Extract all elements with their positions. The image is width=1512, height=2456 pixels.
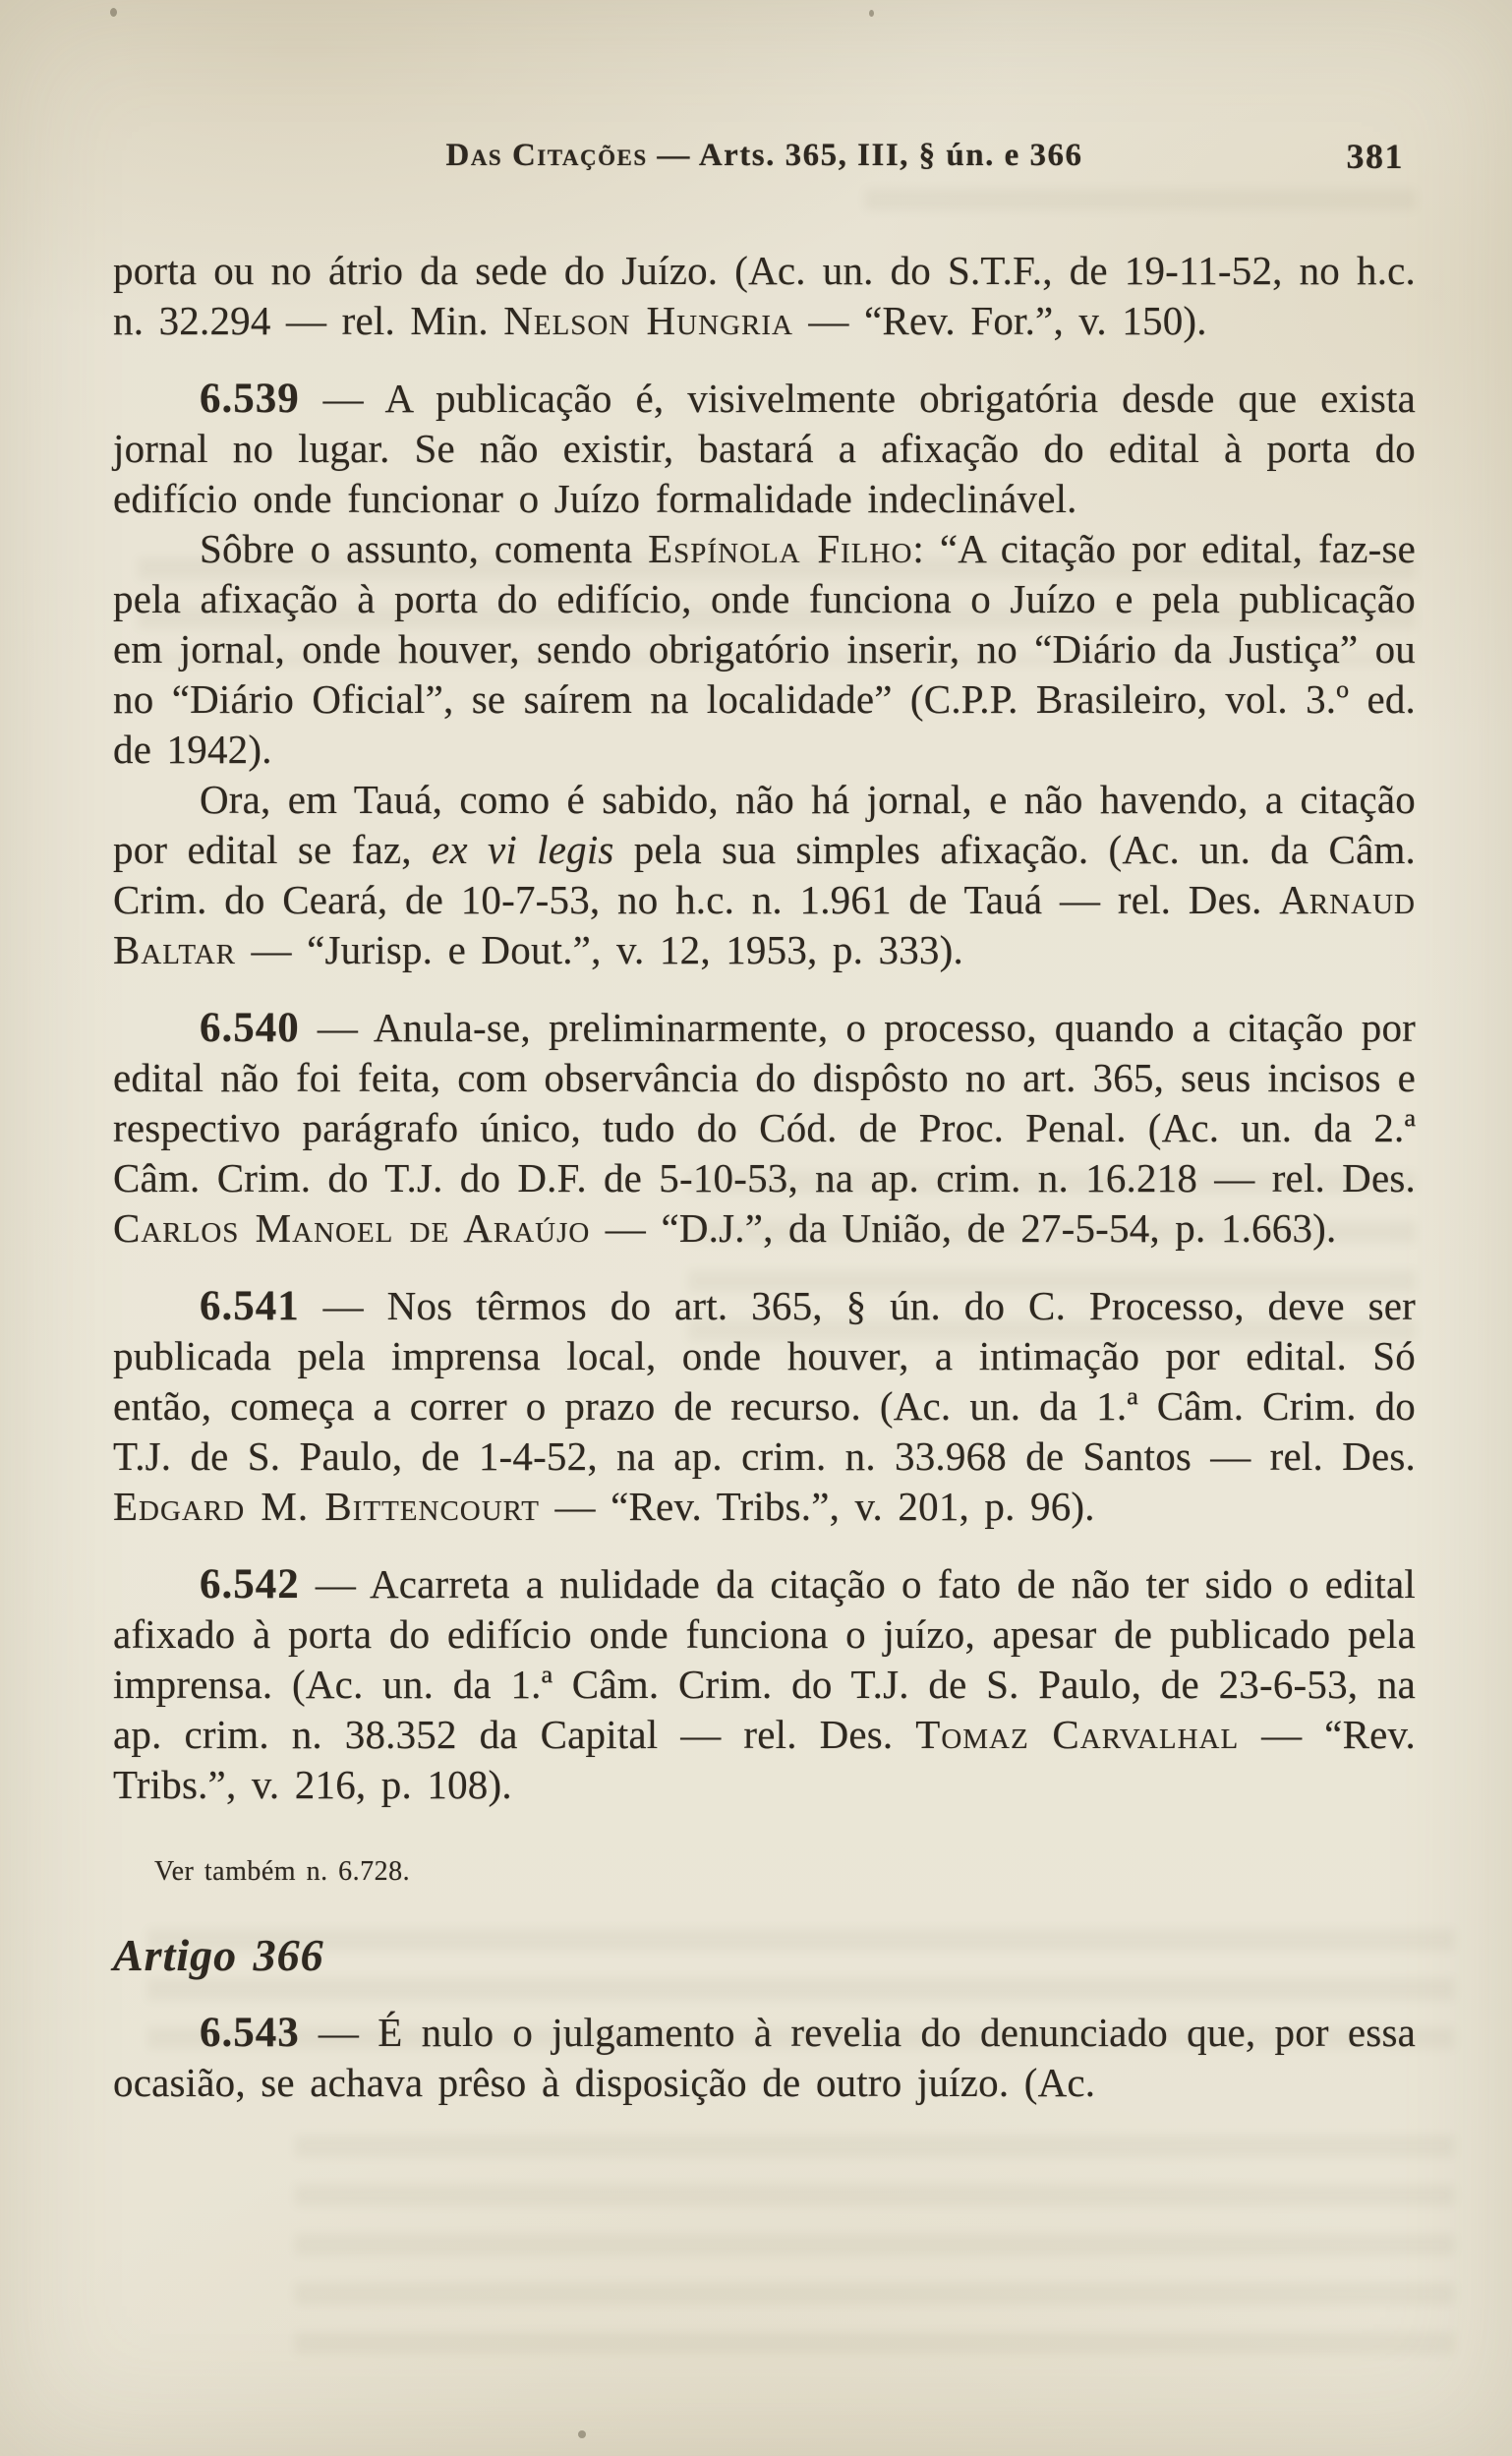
text-segment: — A publicação é, visivelmente obrigatória desde que exista jornal no lugar. Se não existir, bastará a afixação do edital à porta do edifício onde funcionar o Juízo formalidade indeclinável. (113, 376, 1416, 521)
paragraphs-bottom (113, 2008, 1416, 2108)
text-segment: porta ou no átrio da sede do Juízo. (Ac. un. do S.T.F., de 19-11-52, no h.c. n. 32.294 — rel. Min. (113, 248, 1416, 343)
entry-6542 (113, 1559, 1416, 1810)
paragraph-taua (113, 775, 1416, 975)
text-segment: — “Rev. For.”, v. 150). (792, 298, 1207, 343)
text-segment: — “Jurisp. e Dout.”, v. 12, 1953, p. 333). (236, 927, 963, 972)
page-header (113, 138, 1416, 174)
text-segment: — “D.J.”, da União, de 27-5-54, p. 1.663). (590, 1205, 1337, 1251)
article-heading: Artigo 366 (113, 1930, 324, 1980)
text-segment: — Acarreta a nulidade da citação o fato de não ter sido o edital afixado à porta do edifício onde funciona o juízo, apesar de publicado pela imprensa. (Ac. un. da 1.ª Câm. Crim. do T.J. de S. Paulo, de 23-6-53, na ap. crim. n. 38.352 da Capital — rel. Des. (113, 1561, 1416, 1757)
entry-number: 6.542 (200, 1561, 300, 1608)
person-name: Nelson Hungria (503, 298, 793, 343)
paragraph-espinola-filho (113, 524, 1416, 775)
italic-phrase: ex vi legis (431, 827, 614, 872)
entry-6540 (113, 1003, 1416, 1254)
paper-speck (578, 2430, 586, 2438)
bleedthrough-ghost (865, 177, 1416, 236)
text-segment: — É nulo o julgamento à revelia do denunciado que, por essa ocasião, se achava prêso à disposição de outro juízo. (Ac. (113, 2010, 1416, 2105)
paragraph-continuation (113, 246, 1416, 346)
text-segment: Ora, em Tauá, como é sabido, não há jornal, e não havendo, a citação por edital se faz, (113, 777, 1416, 872)
running-title-section: Das Citações (445, 138, 648, 173)
text-segment: Sôbre o assunto, comenta (200, 526, 649, 571)
person-name: Arnaud Baltar (113, 877, 1416, 972)
entry-number: 6.541 (200, 1283, 300, 1329)
paper-speck (110, 8, 117, 17)
running-title (113, 138, 1416, 174)
person-name: Carlos Manoel de Araújo (113, 1205, 591, 1251)
person-name: Edgard M. Bittencourt (113, 1484, 540, 1529)
person-name: Tomaz Carvalhal (915, 1712, 1240, 1757)
entry-6541 (113, 1281, 1416, 1532)
entry-6543 (113, 2008, 1416, 2108)
entry-number: 6.543 (200, 2010, 300, 2056)
entry-number: 6.540 (200, 1005, 300, 1051)
page-number: 381 (1346, 137, 1404, 176)
entry-6539 (113, 374, 1416, 524)
paragraphs-top (113, 246, 1416, 1810)
text-segment: pela sua simples afixação. (Ac. un. da Câm. Crim. do Ceará, de 10-7-53, no h.c. n. 1.961 de Tauá — rel. Des. (113, 827, 1417, 922)
person-name: Espínola Filho (648, 526, 913, 571)
bleedthrough-ghost (295, 2124, 1455, 2379)
entry-number: 6.539 (200, 376, 300, 422)
running-title-articles: — Arts. 365, III, § ún. e 366 (647, 138, 1083, 173)
text-segment: — Nos têrmos do art. 365, § ún. do C. Processo, deve ser publicada pela imprensa local, onde houver, a intimação por edital. Só então, começa a correr o prazo de recurso. (Ac. un. da 1.ª Câm. Crim. do T.J. de S. Paulo, de 1-4-52, na ap. crim. n. 33.968 de Santos — rel. Des. (113, 1283, 1416, 1479)
text-segment: — Anula-se, preliminarmente, o processo, quando a citação por edital não foi feita, com observância do dispôsto no art. 365, seus incisos e respectivo parágrafo único, tudo do Cód. de Proc. Penal. (Ac. un. da 2.ª Câm. Crim. do T.J. do D.F. de 5-10-53, na ap. crim. n. 16.218 — rel. Des. (113, 1005, 1416, 1200)
page-body (113, 246, 1416, 2108)
cross-reference-note: Ver também n. 6.728. (154, 1856, 411, 1887)
text-segment: : “A citação por edital, faz-se pela afixação à porta do edifício, onde funciona o Juízo e pela publicação em jornal, onde houver, sendo obrigatório inserir, no “Diário da Justiça” ou no “Diário Oficial”, se saírem na localidade” (C.P.P. Brasileiro, vol. 3.º ed. de 1942). (113, 526, 1416, 772)
text-segment: — “Rev. Tribs.”, v. 216, p. 108). (113, 1712, 1416, 1807)
text-segment: — “Rev. Tribs.”, v. 201, p. 96). (540, 1484, 1095, 1529)
paper-speck (869, 10, 874, 17)
